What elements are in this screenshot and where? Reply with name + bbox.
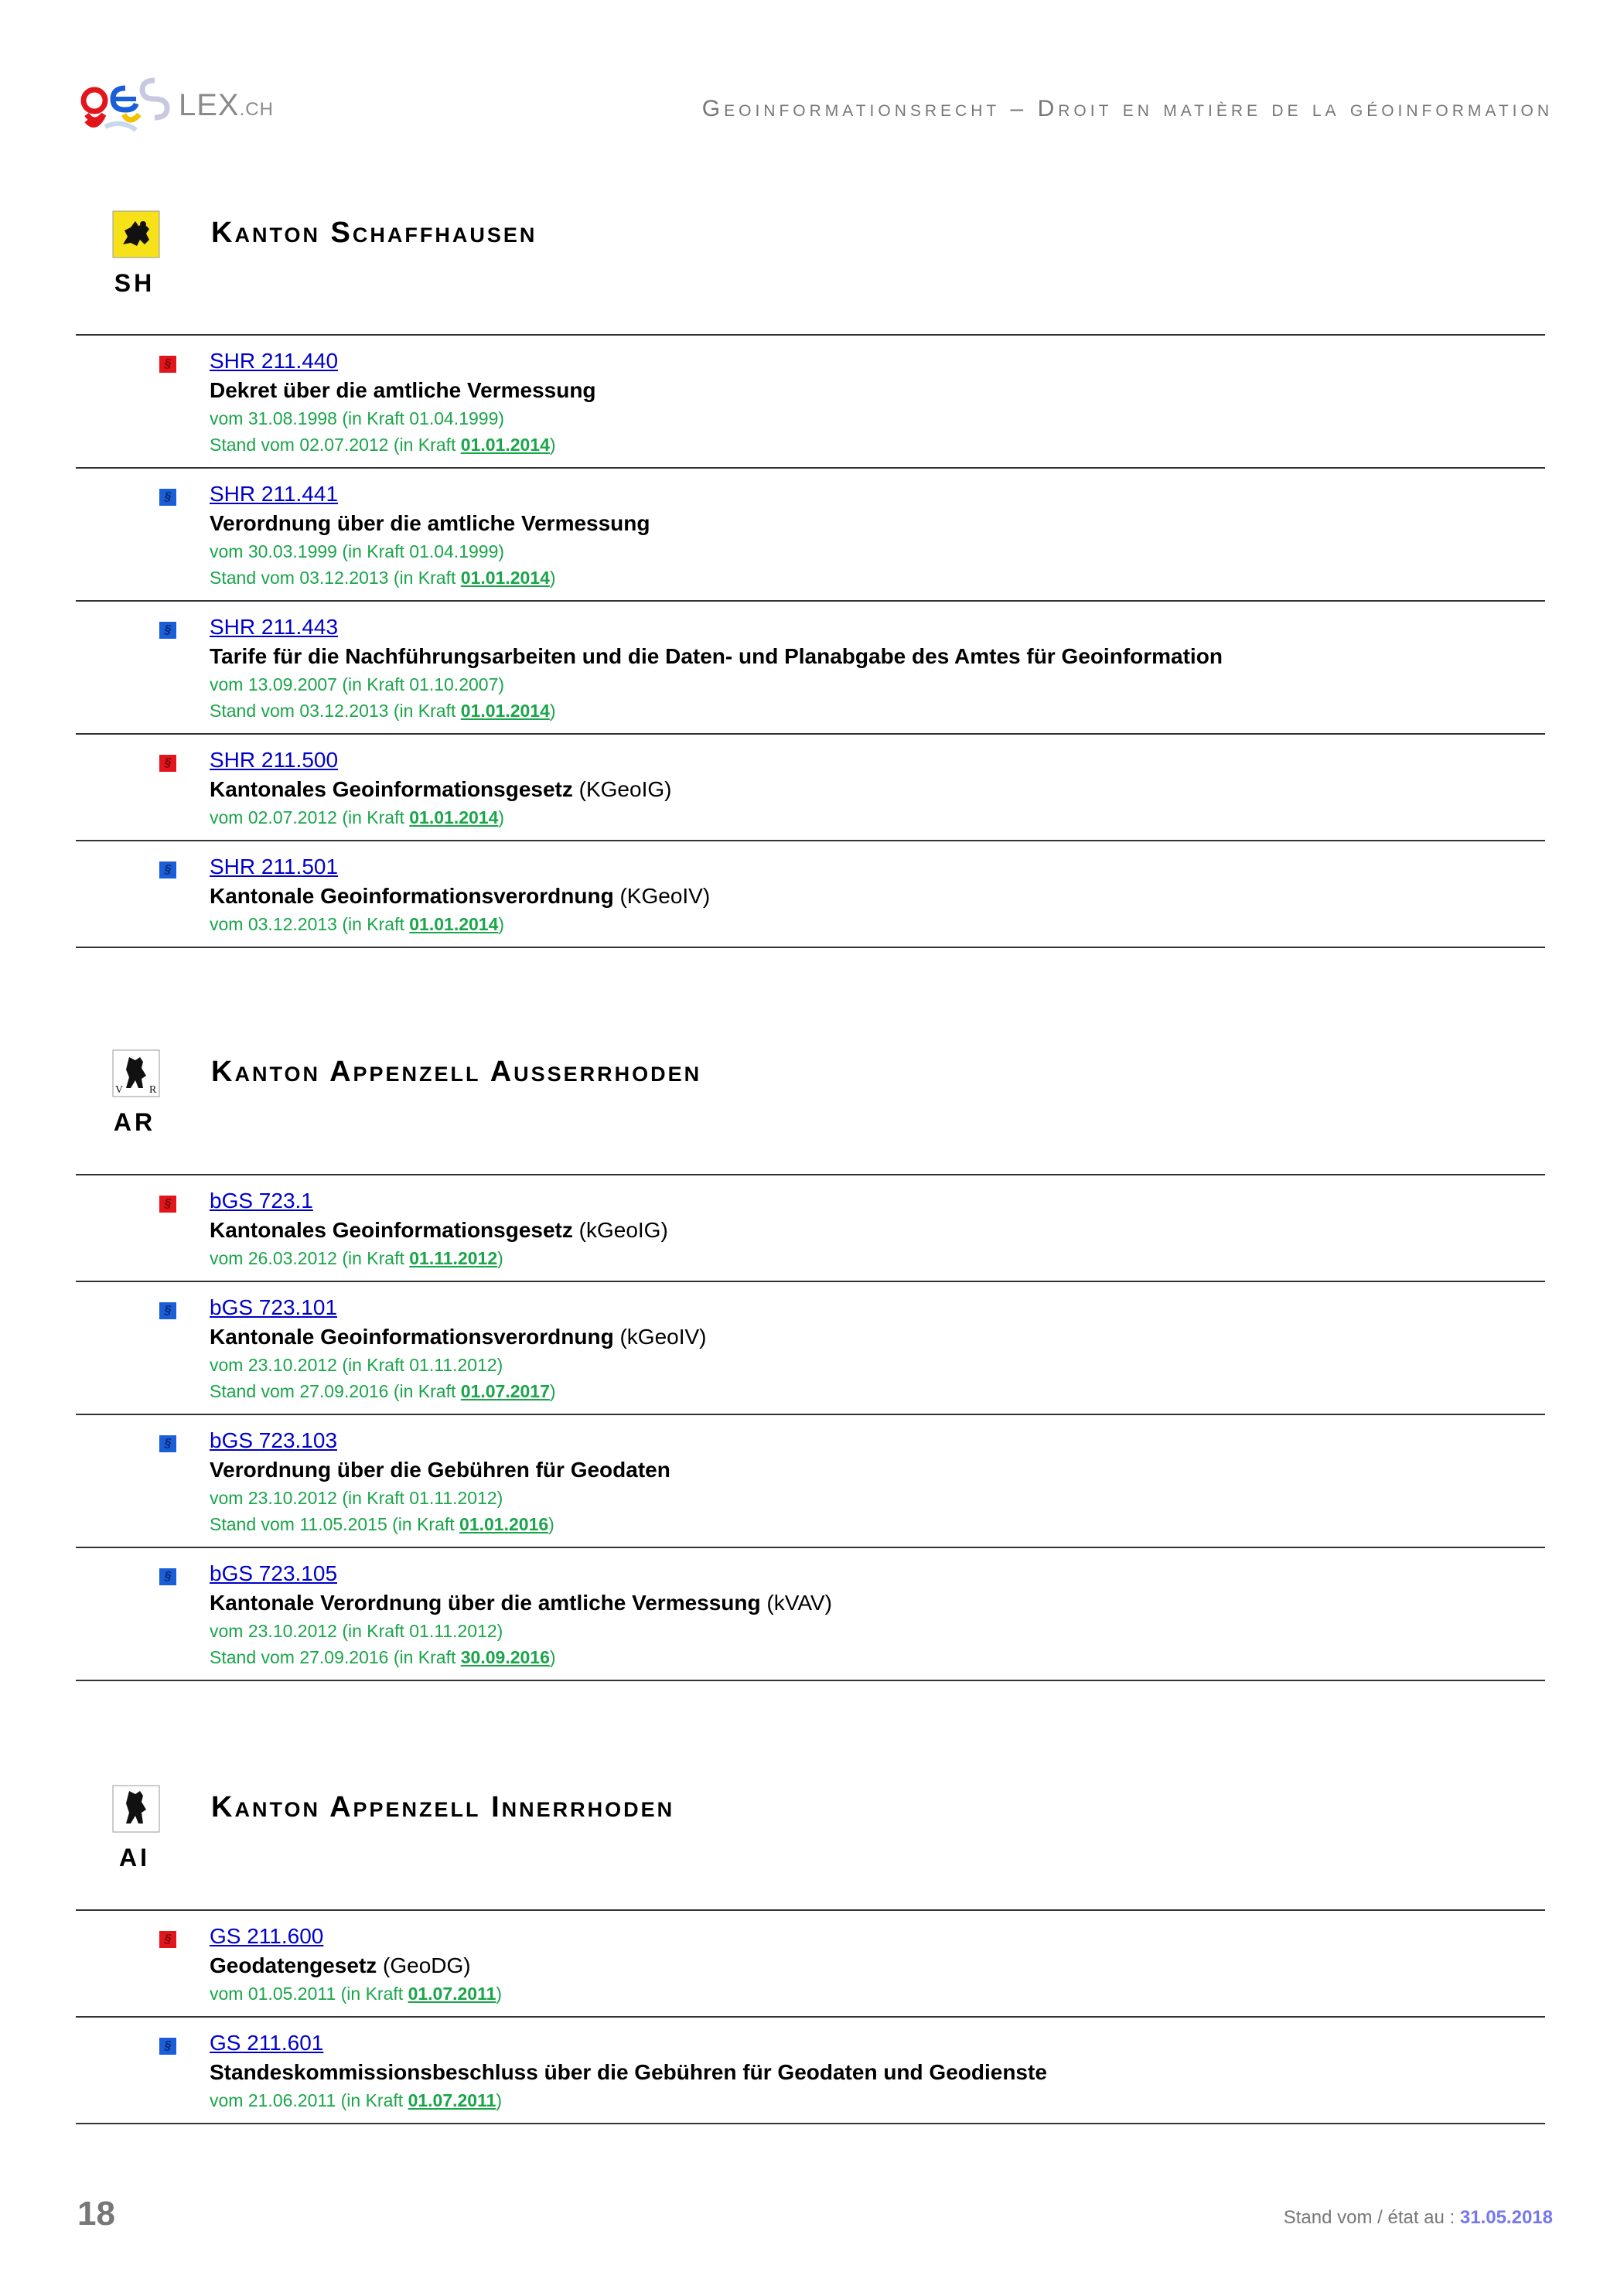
law-date-line: vom 30.03.1999 (in Kraft 01.04.1999): [210, 541, 505, 561]
law-entry: [76, 1415, 1545, 1548]
svg-text:V: V: [115, 1084, 124, 1096]
law-title: Kantonales Geoinformationsgesetz (KGeoIG): [210, 777, 672, 801]
appenzell-innerrhoden-bear-flag-icon: [112, 1785, 160, 1833]
logo-text: LEX: [179, 88, 240, 122]
law-entry: [76, 336, 1545, 469]
law-entry: [76, 2018, 1545, 2124]
law-date-line: vom 23.10.2012 (in Kraft 01.11.2012): [210, 1355, 503, 1375]
law-stand-line: Stand vom 27.09.2016 (in Kraft 01.07.2017): [210, 1381, 556, 1401]
law-date-line: vom 26.03.2012 (in Kraft 01.11.2012): [210, 1248, 503, 1268]
law-stand-line: Stand vom 03.12.2013 (in Kraft 01.01.2014): [210, 568, 556, 588]
law-title: Kantonale Geoinformationsverordnung (kGeoIV): [210, 1325, 707, 1349]
law-entry: [76, 841, 1545, 948]
canton-entries-ar: [76, 1174, 1545, 1681]
ordinance-icon: §: [159, 1435, 176, 1452]
header-title: Geoinformationsrecht – Droit en matière de la géoinformation: [701, 96, 1553, 121]
ordinance-icon: §: [159, 1568, 176, 1585]
law-link[interactable]: bGS 723.101: [210, 1295, 338, 1319]
ordinance-icon: §: [159, 1302, 176, 1319]
law-date-line: vom 31.08.1998 (in Kraft 01.04.1999): [210, 408, 505, 428]
canton-abbr: AI: [119, 1844, 150, 1871]
law-link[interactable]: bGS 723.103: [210, 1428, 338, 1452]
law-link[interactable]: bGS 723.105: [210, 1561, 338, 1585]
law-icon: §: [159, 356, 176, 373]
canton-title: Kanton Schaffhausen: [211, 217, 537, 249]
law-title: Tarife für die Nachführungsarbeiten und die Daten- und Planabgabe des Amtes für Geoinformation: [210, 644, 1223, 668]
page-number: 18: [77, 2195, 115, 2233]
law-entry: [76, 735, 1545, 841]
canton-entries-sh: [76, 334, 1545, 948]
law-title: Verordnung über die Gebühren für Geodaten: [210, 1458, 670, 1482]
law-link[interactable]: SHR 211.441: [210, 482, 339, 506]
law-title: Standeskommissionsbeschluss über die Gebühren für Geodaten und Geodienste: [210, 2060, 1047, 2084]
logo-wordmark: [179, 88, 274, 123]
law-date-line: vom 23.10.2012 (in Kraft 01.11.2012): [210, 1621, 503, 1641]
law-icon: §: [159, 755, 176, 772]
law-link[interactable]: GS 211.601: [210, 2031, 324, 2055]
law-entry: [76, 469, 1545, 602]
law-title: Dekret über die amtliche Vermessung: [210, 378, 596, 402]
law-stand-line: Stand vom 02.07.2012 (in Kraft 01.01.2014): [210, 435, 556, 455]
law-date-line: vom 03.12.2013 (in Kraft 01.01.2014): [210, 914, 505, 934]
law-icon: §: [159, 1931, 176, 1948]
law-title: Verordnung über die amtliche Vermessung: [210, 511, 650, 535]
ordinance-icon: §: [159, 2038, 176, 2055]
law-link[interactable]: SHR 211.501: [210, 855, 339, 878]
canton-abbr: SH: [114, 269, 155, 297]
law-title: Kantonales Geoinformationsgesetz (kGeoIG): [210, 1218, 668, 1242]
law-link[interactable]: GS 211.600: [210, 1924, 324, 1948]
canton-title: Kanton Appenzell Innerrhoden: [211, 1791, 675, 1823]
law-entry: [76, 1548, 1545, 1681]
law-title: Geodatengesetz (GeoDG): [210, 1953, 471, 1977]
law-date-line: vom 23.10.2012 (in Kraft 01.11.2012): [210, 1488, 503, 1508]
footer-stand-date: Stand vom / état au : 31.05.2018: [1283, 2207, 1553, 2228]
canton-entries-ai: [76, 1909, 1545, 2124]
appenzell-ausserrhoden-bear-flag-icon: [112, 1049, 160, 1097]
law-date-line: vom 01.05.2011 (in Kraft 01.07.2011): [210, 1984, 503, 2004]
law-entry: [76, 1911, 1545, 2018]
law-entry: [76, 602, 1545, 735]
geo-logo-icon: [77, 71, 178, 142]
law-date-line: vom 21.06.2011 (in Kraft 01.07.2011): [210, 2090, 503, 2110]
law-title: Kantonale Geoinformationsverordnung (KGeoIV): [210, 884, 711, 908]
schaffhausen-ram-flag-icon: [112, 210, 160, 258]
law-stand-line: Stand vom 27.09.2016 (in Kraft 30.09.2016): [210, 1647, 556, 1667]
canton-abbr: AR: [113, 1108, 156, 1136]
ordinance-icon: §: [159, 489, 176, 506]
law-title: Kantonale Verordnung über die amtliche Vermessung (kVAV): [210, 1591, 832, 1615]
law-link[interactable]: SHR 211.443: [210, 615, 339, 639]
law-link[interactable]: bGS 723.1: [210, 1189, 313, 1213]
law-date-line: vom 02.07.2012 (in Kraft 01.01.2014): [210, 807, 505, 827]
law-entry: [76, 1282, 1545, 1415]
law-stand-line: Stand vom 03.12.2013 (in Kraft 01.01.2014): [210, 701, 556, 721]
ordinance-icon: §: [159, 861, 176, 878]
law-link[interactable]: SHR 211.440: [210, 349, 339, 373]
ordinance-icon: §: [159, 622, 176, 639]
canton-title: Kanton Appenzell Ausserrhoden: [211, 1056, 702, 1088]
law-entry: [76, 1175, 1545, 1282]
law-stand-line: Stand vom 11.05.2015 (in Kraft 01.01.2016): [210, 1514, 554, 1534]
svg-text:R: R: [149, 1084, 157, 1096]
law-icon: §: [159, 1196, 176, 1213]
law-link[interactable]: SHR 211.500: [210, 748, 339, 772]
geolex-logo: [77, 71, 278, 142]
law-date-line: vom 13.09.2007 (in Kraft 01.10.2007): [210, 674, 505, 694]
logo-suffix: .CH: [239, 99, 274, 120]
